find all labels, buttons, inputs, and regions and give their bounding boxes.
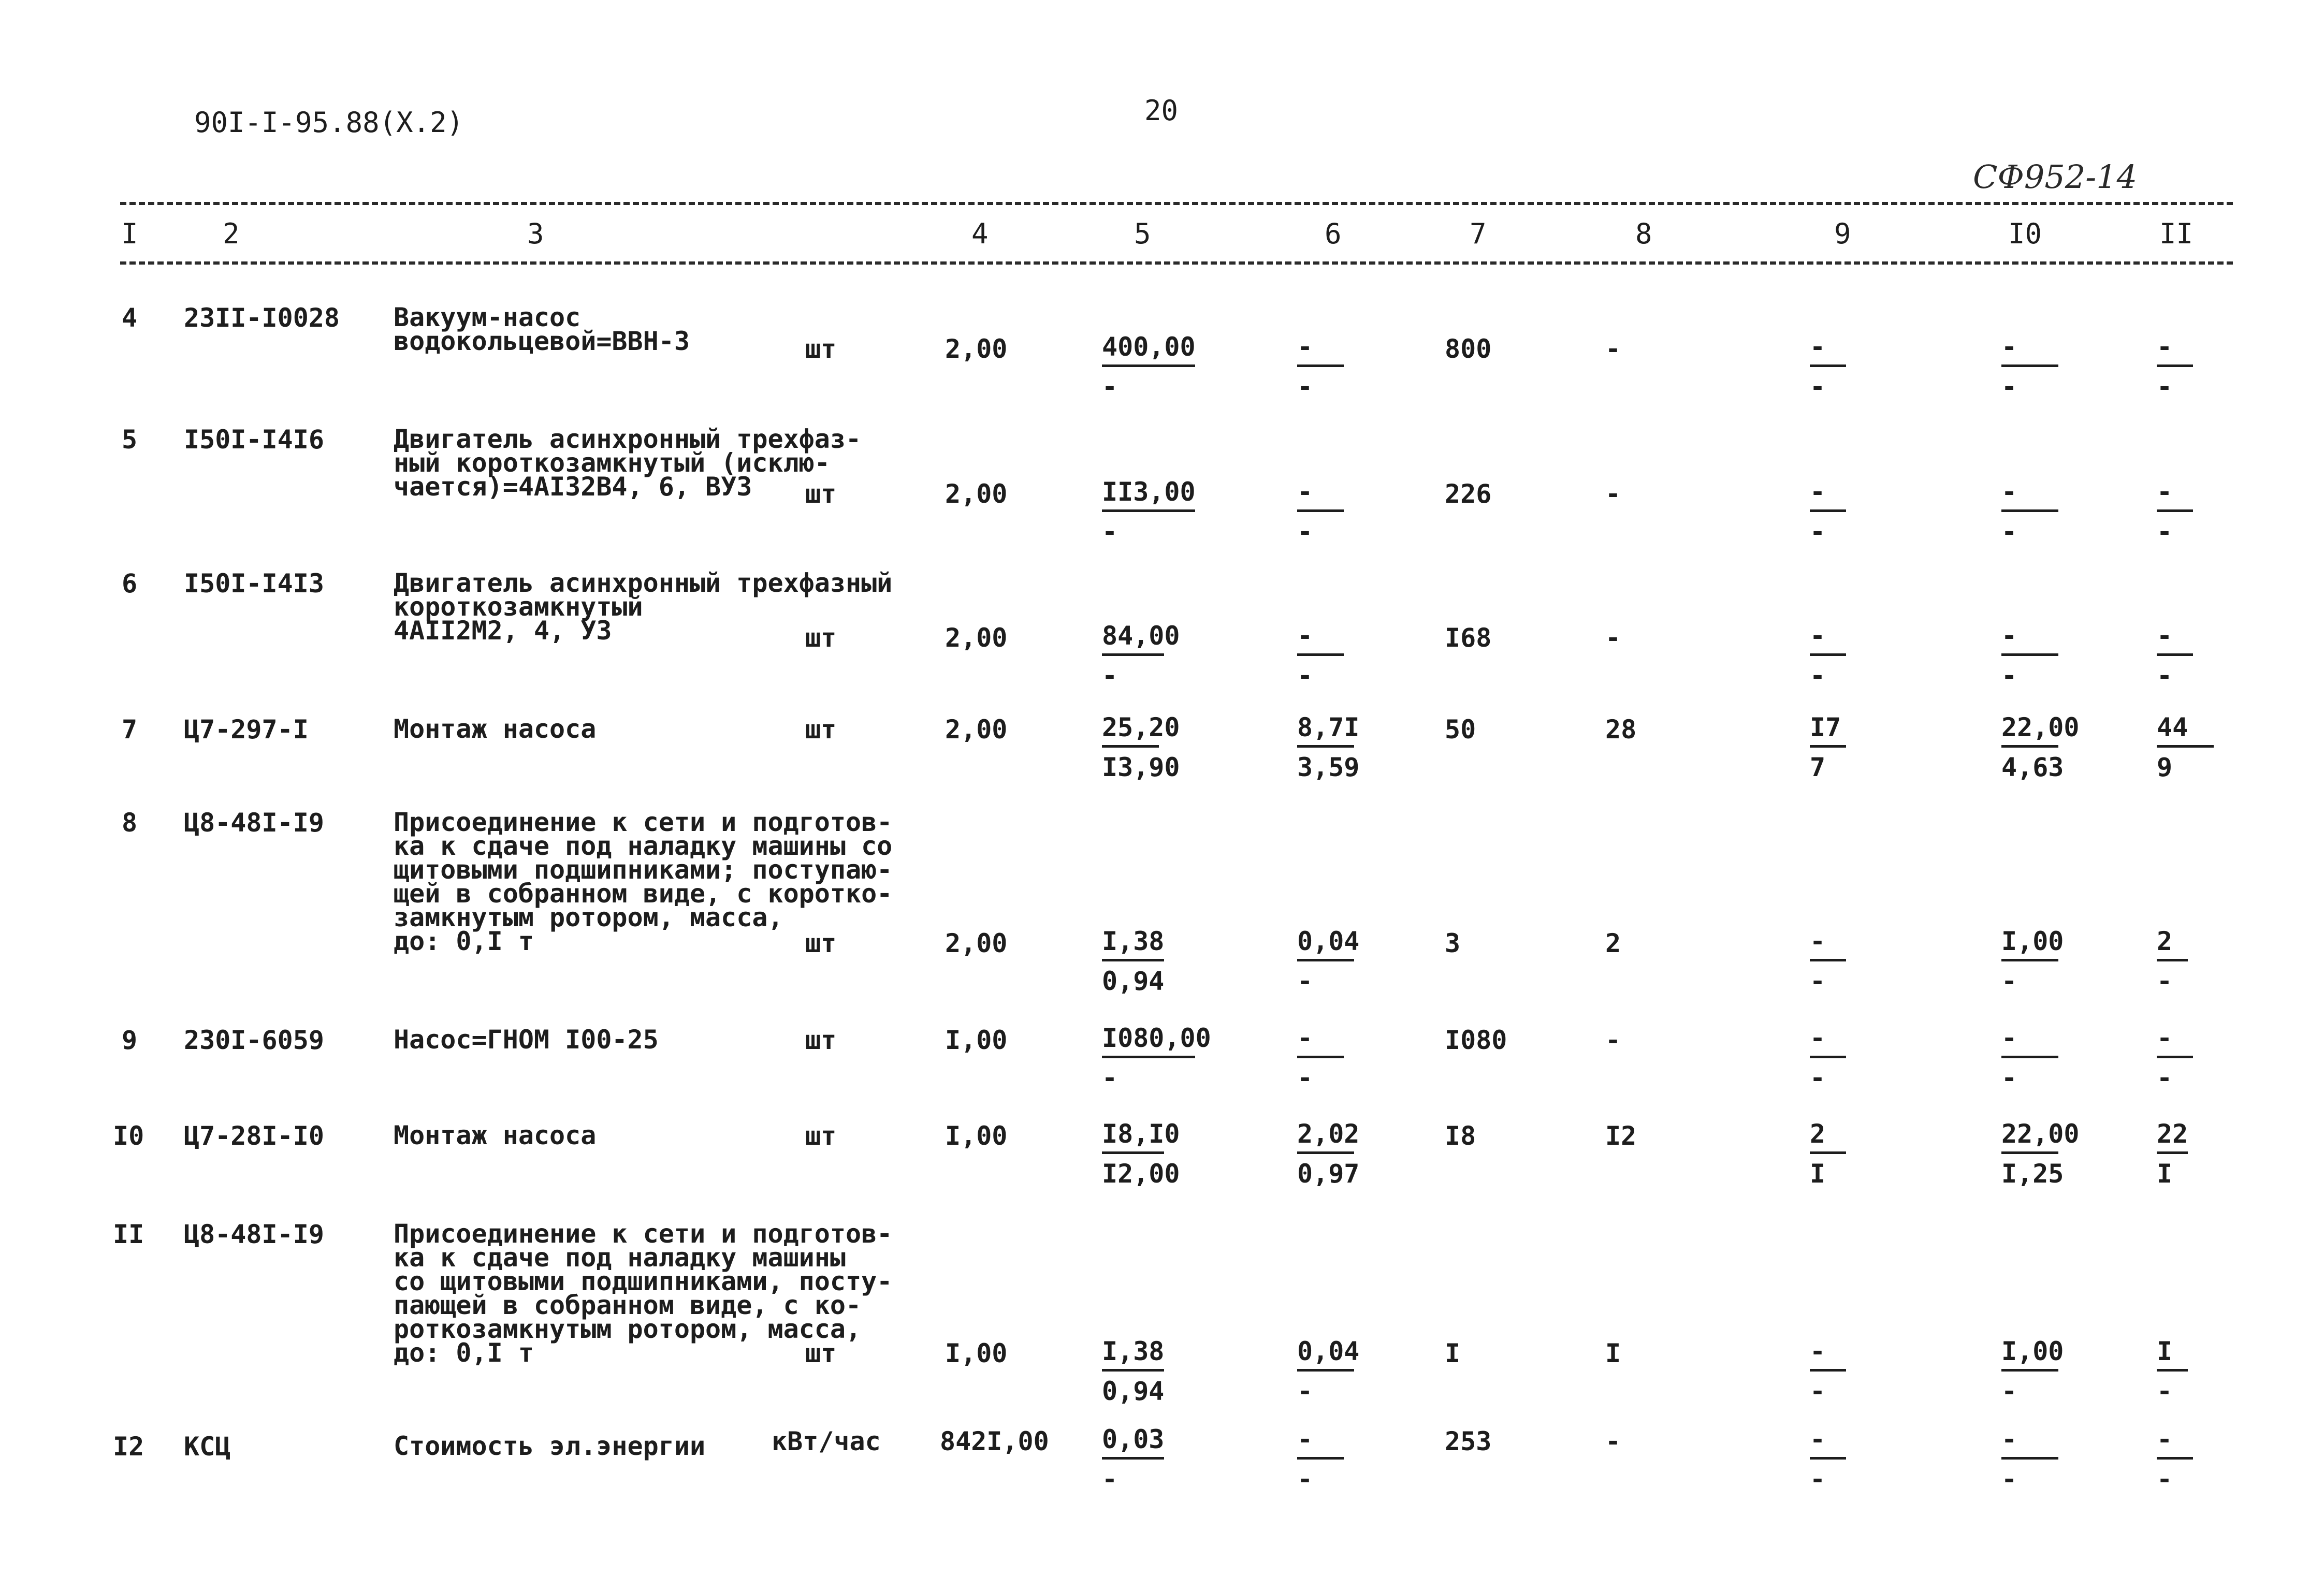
numerator: -	[1810, 332, 1826, 362]
fraction-bar	[1810, 1151, 1846, 1154]
denominator: -	[1297, 372, 1313, 402]
numerator: 25,20	[1102, 712, 1180, 742]
denominator: -	[2001, 1376, 2017, 1406]
row-number: 8	[122, 808, 138, 838]
denominator: -	[2001, 1063, 2017, 1093]
item-name: Насос=ГНОМ I00-25	[394, 1025, 659, 1055]
col-header-8: 8	[1635, 217, 1652, 250]
denominator: -	[1102, 372, 1118, 402]
numerator: 2	[1810, 1119, 1826, 1149]
numerator: -	[1297, 332, 1313, 362]
denominator: -	[2157, 1376, 2173, 1406]
unit: шт	[805, 1338, 837, 1368]
total-cost: 253	[1445, 1426, 1492, 1456]
unit-cost-fraction	[1102, 1119, 1247, 1188]
labor-fraction	[2001, 1337, 2146, 1406]
numerator: -	[1297, 621, 1313, 651]
labor-fraction	[2001, 477, 2146, 546]
unit: кВт/час	[772, 1426, 881, 1456]
numerator: 0,04	[1297, 1336, 1360, 1366]
labor-total-fraction	[2157, 477, 2302, 546]
labor-fraction	[2001, 1119, 2146, 1188]
total-wages: -	[1605, 1025, 1621, 1055]
denominator: 0,94	[1102, 1376, 1165, 1406]
price-code: Ц8-48I-I9	[184, 1219, 324, 1249]
item-name: Присоединение к сети и подготов- ка к сдаче под наладку машины со щитовыми подшипниками; поступаю- щей в собранном виде, с коротко- замкнутым ротором, масса, до: 0,I т	[394, 807, 893, 956]
labor-fraction	[2001, 1425, 2146, 1494]
denominator: -	[1297, 1464, 1313, 1494]
item-name: Монтаж насоса	[394, 1120, 597, 1150]
denominator: -	[1810, 1376, 1826, 1406]
unit: шт	[805, 1121, 837, 1151]
fraction-bar	[1102, 509, 1195, 512]
unit: шт	[805, 479, 837, 509]
fraction-bar	[1810, 1457, 1846, 1460]
numerator: I8,I0	[1102, 1119, 1180, 1149]
header-top-divider	[120, 202, 2233, 205]
denominator: 0,94	[1102, 966, 1165, 996]
fraction-bar	[1102, 1056, 1195, 1058]
total-wages: 28	[1605, 714, 1637, 745]
labor-total-fraction	[2157, 1425, 2302, 1494]
unit-cost-fraction	[1102, 1425, 1247, 1494]
denominator: -	[1810, 517, 1826, 547]
fraction-bar	[1102, 1457, 1164, 1460]
fraction-bar	[1102, 364, 1195, 367]
numerator: 2,02	[1297, 1119, 1360, 1149]
machine-cost-fraction	[1810, 1337, 1955, 1406]
numerator: -	[1297, 477, 1313, 507]
fraction-bar	[2157, 364, 2193, 367]
numerator: -	[2001, 621, 2017, 651]
fraction-bar	[1810, 745, 1846, 748]
numerator: I	[2157, 1336, 2173, 1366]
total-cost: I080	[1445, 1025, 1507, 1055]
labor-fraction	[2001, 332, 2146, 401]
wage-fraction	[1297, 477, 1442, 546]
numerator: -	[2001, 1424, 2017, 1454]
denominator: -	[2001, 372, 2017, 402]
denominator: -	[1810, 966, 1826, 996]
unit-cost-fraction	[1102, 332, 1247, 401]
item-name: Монтаж насоса	[394, 714, 597, 744]
row-number: 5	[122, 425, 138, 455]
fraction-bar	[2001, 745, 2058, 748]
row-number: I0	[113, 1121, 144, 1151]
fraction-bar	[1102, 1151, 1164, 1154]
quantity: 2,00	[945, 928, 1008, 958]
fraction-bar	[2001, 1151, 2058, 1154]
unit-cost-fraction	[1102, 477, 1247, 546]
numerator: II3,00	[1102, 477, 1196, 507]
numerator: 44	[2157, 712, 2188, 742]
total-cost: 226	[1445, 479, 1492, 509]
labor-total-fraction	[2157, 1337, 2302, 1406]
wage-fraction	[1297, 927, 1442, 996]
denominator: I3,90	[1102, 752, 1180, 782]
denominator: -	[1102, 1464, 1118, 1494]
col-header-5: 5	[1134, 217, 1151, 250]
machine-cost-fraction	[1810, 621, 1955, 690]
labor-fraction	[2001, 713, 2146, 782]
fraction-bar	[2157, 653, 2193, 656]
numerator: -	[1297, 1424, 1313, 1454]
total-cost: I8	[1445, 1121, 1476, 1151]
total-cost: I	[1445, 1338, 1461, 1368]
numerator: I080,00	[1102, 1023, 1211, 1053]
unit: шт	[805, 928, 837, 958]
fraction-bar	[2157, 1457, 2193, 1460]
fraction-bar	[1810, 959, 1846, 961]
numerator: -	[2157, 1023, 2173, 1053]
unit-cost-fraction	[1102, 713, 1247, 782]
denominator: -	[2001, 517, 2017, 547]
fraction-bar	[1297, 1457, 1344, 1460]
col-header-4: 4	[971, 217, 989, 250]
denominator: -	[1297, 1376, 1313, 1406]
row-number: 7	[122, 714, 138, 745]
item-name: Присоединение к сети и подготов- ка к сдаче под наладку машины со щитовыми подшипниками, посту- пающей в собранном виде, с ко- роткозамкнутым ротором, масса, до: 0,I т	[394, 1219, 893, 1368]
wage-fraction	[1297, 1119, 1442, 1188]
fraction-bar	[2157, 745, 2214, 748]
fraction-bar	[1297, 1369, 1354, 1372]
total-wages: -	[1605, 479, 1621, 509]
numerator: I,38	[1102, 926, 1165, 956]
denominator: I2,00	[1102, 1159, 1180, 1189]
wage-fraction	[1297, 713, 1442, 782]
numerator: 22,00	[2001, 712, 2080, 742]
denominator: -	[2001, 1464, 2017, 1494]
machine-cost-fraction	[1810, 713, 1955, 782]
fraction-bar	[2157, 1151, 2188, 1154]
numerator: I,00	[2001, 1336, 2064, 1366]
numerator: -	[2157, 1424, 2173, 1454]
unit-cost-fraction	[1102, 1337, 1247, 1406]
fraction-bar	[1297, 959, 1354, 961]
denominator: -	[2157, 517, 2173, 547]
col-header-11: II	[2159, 217, 2194, 250]
denominator: -	[1810, 661, 1826, 691]
denominator: -	[1810, 372, 1826, 402]
numerator: I,00	[2001, 926, 2064, 956]
row-number: 4	[122, 303, 138, 333]
numerator: I,38	[1102, 1336, 1165, 1366]
total-cost: I68	[1445, 623, 1492, 653]
denominator: -	[2157, 1464, 2173, 1494]
denominator: -	[1297, 517, 1313, 547]
denominator: -	[1810, 1063, 1826, 1093]
labor-total-fraction	[2157, 1024, 2302, 1092]
denominator: -	[1102, 1063, 1118, 1093]
numerator: 0,03	[1102, 1424, 1165, 1454]
col-header-9: 9	[1834, 217, 1851, 250]
labor-total-fraction	[2157, 621, 2302, 690]
price-code: Ц8-48I-I9	[184, 808, 324, 838]
fraction-bar	[2001, 1457, 2058, 1460]
wage-fraction	[1297, 1337, 1442, 1406]
numerator: -	[1810, 1023, 1826, 1053]
total-wages: I2	[1605, 1121, 1637, 1151]
row-number: I2	[113, 1432, 144, 1462]
fraction-bar	[2157, 1056, 2193, 1058]
numerator: 22	[2157, 1119, 2188, 1149]
machine-cost-fraction	[1810, 477, 1955, 546]
header-bottom-divider	[120, 261, 2233, 265]
fraction-bar	[2001, 509, 2058, 512]
wage-fraction	[1297, 1024, 1442, 1092]
fraction-bar	[1102, 745, 1159, 748]
denominator: 9	[2157, 752, 2173, 782]
labor-total-fraction	[2157, 713, 2302, 782]
wage-fraction	[1297, 332, 1442, 401]
quantity: 2,00	[945, 479, 1008, 509]
fraction-bar	[1810, 364, 1846, 367]
denominator: I	[1810, 1159, 1826, 1189]
denominator: -	[2001, 966, 2017, 996]
quantity: 2,00	[945, 623, 1008, 653]
denominator: 0,97	[1297, 1159, 1360, 1189]
denominator: 3,59	[1297, 752, 1360, 782]
numerator: 2	[2157, 926, 2173, 956]
denominator: -	[1297, 1063, 1313, 1093]
col-header-1: I	[121, 217, 138, 250]
row-number: II	[113, 1219, 144, 1249]
total-wages: -	[1605, 1426, 1621, 1456]
fraction-bar	[1297, 509, 1344, 512]
numerator: -	[1810, 926, 1826, 956]
labor-total-fraction	[2157, 332, 2302, 401]
total-wages: I	[1605, 1338, 1621, 1368]
col-header-2: 2	[223, 217, 240, 250]
price-code: I50I-I4I3	[184, 568, 324, 599]
total-cost: 800	[1445, 334, 1492, 364]
quantity: 2,00	[945, 334, 1008, 364]
fraction-bar	[2001, 653, 2058, 656]
fraction-bar	[2157, 959, 2188, 961]
fraction-bar	[1102, 653, 1164, 656]
denominator: -	[1810, 1464, 1826, 1494]
denominator: -	[2157, 1063, 2173, 1093]
quantity: 2,00	[945, 714, 1008, 745]
col-header-6: 6	[1325, 217, 1342, 250]
numerator: I7	[1810, 712, 1841, 742]
wage-fraction	[1297, 1425, 1442, 1494]
fraction-bar	[1810, 1369, 1846, 1372]
denominator: 7	[1810, 752, 1826, 782]
handwritten-stamp: СФ952-14	[1973, 158, 2138, 196]
labor-total-fraction	[2157, 927, 2302, 996]
price-code: КСЦ	[184, 1432, 231, 1462]
numerator: 0,04	[1297, 926, 1360, 956]
numerator: 8,7I	[1297, 712, 1360, 742]
labor-fraction	[2001, 927, 2146, 996]
price-code: Ц7-28I-I0	[184, 1121, 324, 1151]
col-header-10: I0	[2008, 217, 2042, 250]
labor-fraction	[2001, 1024, 2146, 1092]
numerator: -	[1297, 1023, 1313, 1053]
numerator: -	[2157, 621, 2173, 651]
denominator: 4,63	[2001, 752, 2064, 782]
denominator: I	[2157, 1159, 2173, 1189]
denominator: -	[2157, 966, 2173, 996]
document-code: 90I-I-95.88(X.2)	[194, 106, 464, 139]
denominator: I,25	[2001, 1159, 2064, 1189]
numerator: -	[1810, 621, 1826, 651]
machine-cost-fraction	[1810, 332, 1955, 401]
fraction-bar	[1297, 653, 1344, 656]
item-name: Стоимость эл.энергии	[394, 1431, 706, 1461]
total-wages: -	[1605, 623, 1621, 653]
labor-fraction	[2001, 621, 2146, 690]
fraction-bar	[1297, 1056, 1344, 1058]
unit-cost-fraction	[1102, 927, 1247, 996]
machine-cost-fraction	[1810, 927, 1955, 996]
denominator: -	[1102, 661, 1118, 691]
wage-fraction	[1297, 621, 1442, 690]
numerator: -	[2001, 332, 2017, 362]
numerator: -	[2001, 477, 2017, 507]
fraction-bar	[2001, 364, 2058, 367]
total-wages: -	[1605, 334, 1621, 364]
fraction-bar	[2157, 509, 2193, 512]
unit: шт	[805, 714, 837, 745]
numerator: -	[1810, 477, 1826, 507]
col-header-3: 3	[527, 217, 544, 250]
denominator: -	[1102, 517, 1118, 547]
numerator: 400,00	[1102, 332, 1196, 362]
unit: шт	[805, 334, 837, 364]
numerator: -	[2157, 477, 2173, 507]
total-wages: 2	[1605, 928, 1621, 958]
fraction-bar	[1102, 959, 1164, 961]
quantity: I,00	[945, 1025, 1008, 1055]
fraction-bar	[1810, 1056, 1846, 1058]
unit: шт	[805, 1025, 837, 1055]
machine-cost-fraction	[1810, 1425, 1955, 1494]
row-number: 9	[122, 1025, 138, 1055]
unit: шт	[805, 623, 837, 653]
numerator: -	[1810, 1424, 1826, 1454]
price-code: 23II-I0028	[184, 303, 340, 333]
quantity: I,00	[945, 1338, 1008, 1368]
price-code: Ц7-297-I	[184, 714, 309, 745]
row-number: 6	[122, 568, 138, 599]
fraction-bar	[1102, 1369, 1164, 1372]
total-cost: 50	[1445, 714, 1476, 745]
fraction-bar	[2001, 959, 2058, 961]
fraction-bar	[1810, 509, 1846, 512]
fraction-bar	[1810, 653, 1846, 656]
denominator: -	[1297, 661, 1313, 691]
total-cost: 3	[1445, 928, 1461, 958]
unit-cost-fraction	[1102, 621, 1247, 690]
col-header-7: 7	[1470, 217, 1487, 250]
price-code: 230I-6059	[184, 1025, 324, 1055]
price-code: I50I-I4I6	[184, 425, 324, 455]
machine-cost-fraction	[1810, 1119, 1955, 1188]
quantity: 842I,00	[940, 1426, 1049, 1456]
fraction-bar	[1297, 364, 1344, 367]
denominator: -	[2157, 372, 2173, 402]
fraction-bar	[2001, 1369, 2058, 1372]
page-number: 20	[1144, 94, 1179, 127]
fraction-bar	[1297, 1151, 1354, 1154]
denominator: -	[2001, 661, 2017, 691]
denominator: -	[2157, 661, 2173, 691]
labor-total-fraction	[2157, 1119, 2302, 1188]
numerator: -	[2157, 332, 2173, 362]
unit-cost-fraction	[1102, 1024, 1247, 1092]
quantity: I,00	[945, 1121, 1008, 1151]
numerator: -	[2001, 1023, 2017, 1053]
denominator: -	[1297, 966, 1313, 996]
fraction-bar	[2157, 1369, 2188, 1372]
fraction-bar	[1297, 745, 1354, 748]
numerator: 84,00	[1102, 621, 1180, 651]
fraction-bar	[2001, 1056, 2058, 1058]
item-name: Двигатель асинхронный трехфазный короткозамкнутый 4АII2М2, 4, У3	[394, 568, 893, 646]
item-name: Вакуум-насос водокольцевой=ВВН-3	[394, 302, 690, 356]
item-name: Двигатель асинхронный трехфаз- ный короткозамкнутый (исклю- чается)=4АI32В4, 6, ВУ3	[394, 424, 862, 502]
numerator: -	[1810, 1336, 1826, 1366]
machine-cost-fraction	[1810, 1024, 1955, 1092]
numerator: 22,00	[2001, 1119, 2080, 1149]
